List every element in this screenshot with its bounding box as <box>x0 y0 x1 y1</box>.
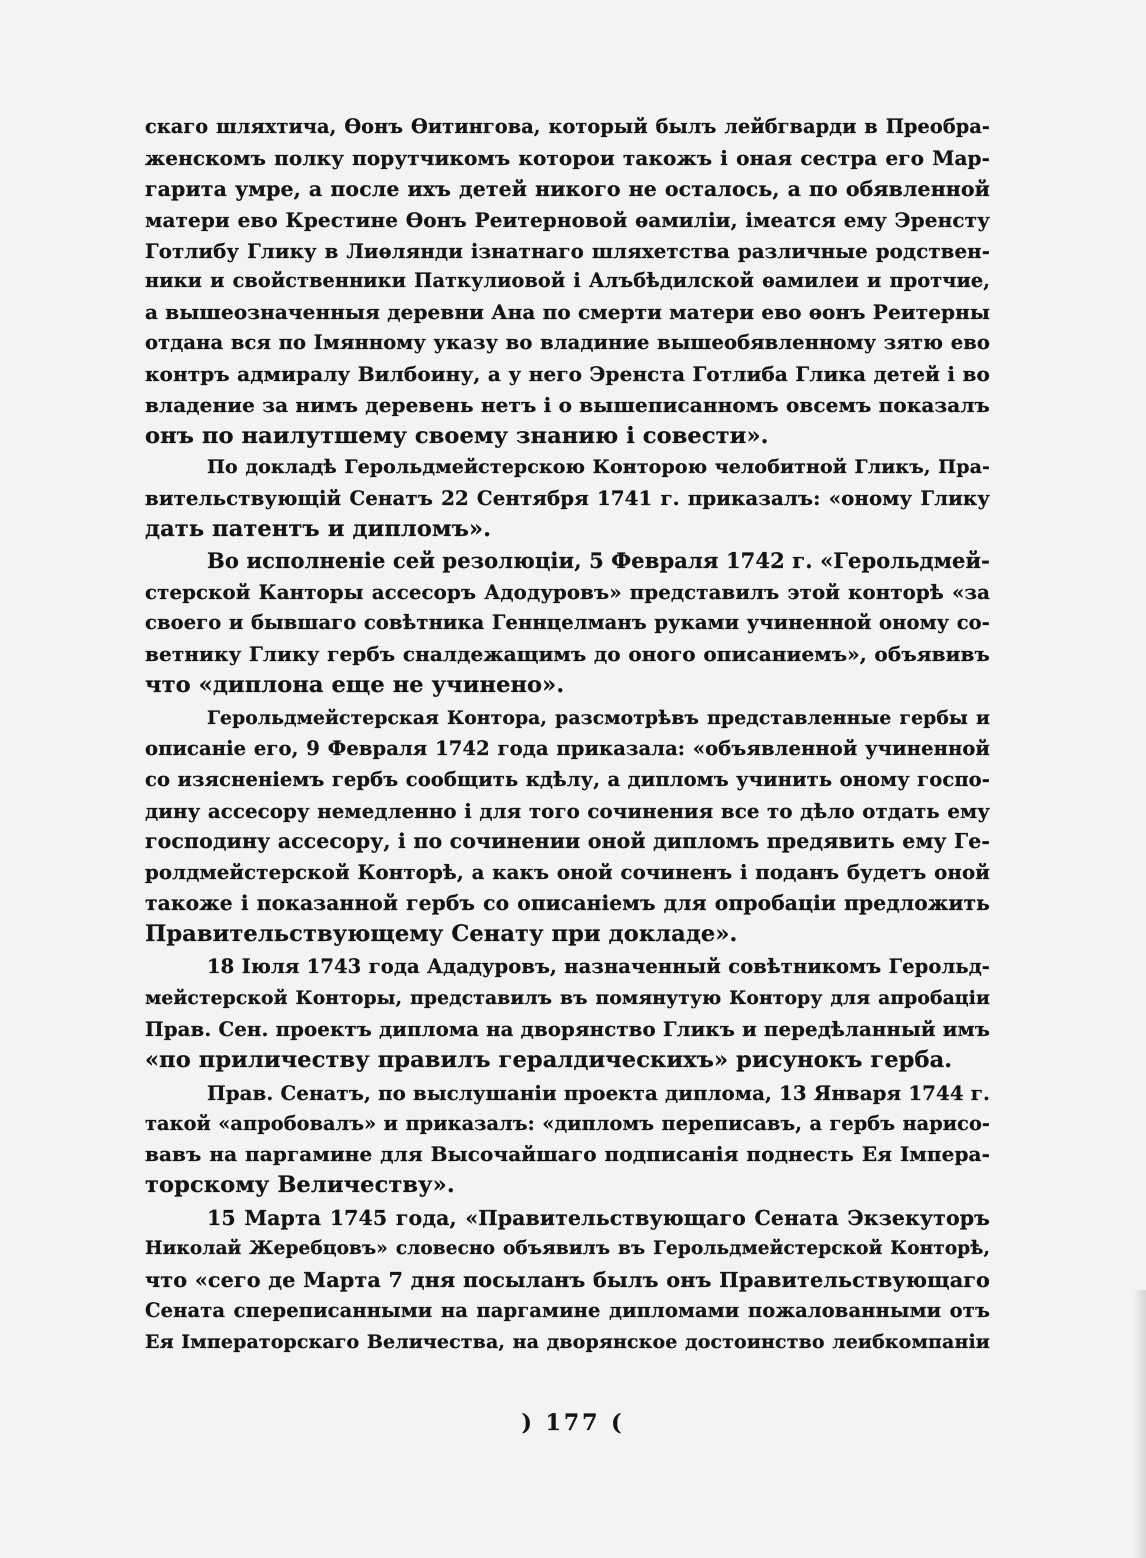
text-line: стерской Канторы ассесоръ Адодуровъ» представилъ этой конторѣ «за <box>145 580 990 605</box>
text-line: такой «апробовалъ» и приказалъ: «дипломъ переписавъ, а гербъ нарисо- <box>145 1111 990 1135</box>
text-line: такоже і показанной гербъ со описаніемъ для опробаціи предложить <box>145 891 990 916</box>
paragraph-first-line: 18 Іюля 1743 года Ададуровъ, назначенный совѣтникомъ Герольд- <box>207 955 990 979</box>
paragraph-first-line: Прав. Сенатъ, по выслушаніи проекта диплома, 13 Января 1744 г. <box>207 1080 990 1105</box>
paragraph-first-line: По докладѣ Герольдмейстерскою Конторою челобитной Гликъ, Пра- <box>207 455 990 478</box>
page-edge-shadow <box>1132 1290 1146 1558</box>
text-line: мейстерской Конторы, представилъ въ помянутую Контору для апробаціи <box>145 986 990 1009</box>
paragraph-first-line: Герольдмейстерская Контора, разсмотрѣвъ представленные гербы и <box>207 706 990 729</box>
text-line: Ея Імператорскаго Величества, на дворянское достоинство леибкомпаніи <box>145 1330 990 1353</box>
text-line: что «сего де Марта 7 дня посыланъ былъ онъ Правительствующаго <box>145 1267 990 1292</box>
text-line: Сената спереписанными на паргамине дипломами пожалованными отъ <box>145 1298 990 1322</box>
text-line: вавъ на паргамине для Высочайшаго подписанія поднесть Ея Імпера- <box>145 1142 990 1167</box>
text-line: гарита умре, а после ихъ детей никого не осталось, а по обявленной <box>145 176 990 201</box>
text-line: отдана вся по Імянному указу во владиние вышеобявленному зятю ево <box>145 331 990 355</box>
text-line: Готлибу Глику в Лиѳлянди ізнатнаго шляхетства различные родствен- <box>145 238 990 263</box>
text-line: женскомъ полку порутчикомъ которои такожъ і оная сестра его Мар- <box>145 145 990 170</box>
text-line: торскому Величеству». <box>145 1172 455 1199</box>
page-number: ) 177 ( <box>521 1410 625 1436</box>
paragraph-first-line: Во исполненіе сей резолюціи, 5 Февраля 1742 г. «Герольдмей- <box>207 548 990 574</box>
text-line: ники и свойственники Паткулиовой і Алъбѣдилской ѳамилеи и протчие, <box>145 269 990 293</box>
text-line: господину ассесору, і по сочинении оной дипломъ предявить ему Ге- <box>145 829 990 854</box>
text-line: дину ассесору немедленно і для того сочинения все то дѣло отдать ему <box>145 798 990 823</box>
text-line: Правительствующему Сенату при докладе». <box>145 921 738 948</box>
text-line: описаніе его, 9 Февраля 1742 года приказала: «объявленной учиненной <box>145 736 990 760</box>
text-line: что «диплона еще не учинено». <box>145 672 565 699</box>
text-line: «по приличеству правилъ гералдическихъ» рисунокъ герба. <box>145 1046 953 1073</box>
text-line: Николай Жеребцовъ» словесно объявилъ въ Герольдмейстерской Конторѣ, <box>145 1238 990 1260</box>
text-line: онъ по наилутшему своему знанию і совести». <box>145 422 769 449</box>
text-line: ролдмейстерской Конторѣ, а какъ оной сочиненъ і поданъ будетъ оной <box>145 860 990 885</box>
text-line: Прав. Сен. проектъ диплома на дворянство Гликъ и передѣланный имъ <box>145 1016 990 1041</box>
body-text <box>145 112 990 1358</box>
text-line: со изясненіемъ гербъ сообщить кдѣлу, а дипломъ учинить оному госпо- <box>145 767 990 791</box>
text-line: ветнику Глику гербъ сналдежащимъ до оного описаниемъ», объявивъ <box>145 642 990 667</box>
text-line: скаго шляхтича, Ѳонъ Ѳитингова, который былъ лейбгварди в Преобра- <box>145 115 990 138</box>
paragraph-first-line: 15 Марта 1745 года, «Правительствующаго Сената Экзекуторъ <box>207 1206 990 1231</box>
text-line: а вышеозначенныя деревни Ана по смерти матери ево ѳонъ Реитерны <box>145 300 990 325</box>
text-line: дать патентъ и дипломъ». <box>145 515 492 542</box>
text-line: своего и бывшаго совѣтника Геннцелманъ руками учиненной оному со- <box>145 611 990 635</box>
text-line: матери ево Крестине Ѳонъ Реитерновой ѳамиліи, імеатся ему Эренсту <box>145 207 990 232</box>
text-line: вительствующій Сенатъ 22 Сентября 1741 г. приказалъ: «оному Глику <box>145 485 990 510</box>
text-line: контръ адмиралу Вилбоину, а у него Эренста Готлиба Глика детей і во <box>145 362 990 387</box>
text-line: владение за нимъ деревень нетъ і о вышеписанномъ овсемъ показалъ <box>145 393 990 418</box>
